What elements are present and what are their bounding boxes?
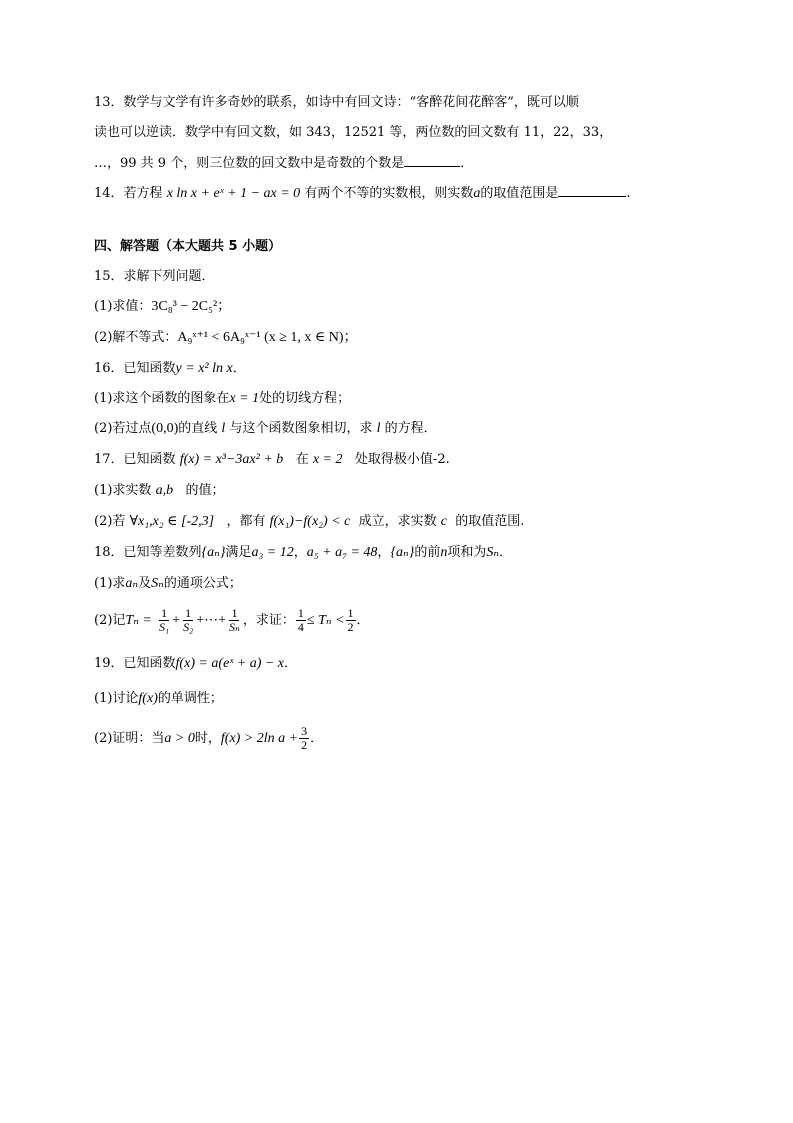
q16-p2-b: 的直线 — [178, 421, 218, 436]
q18-title-a: 18．已知等差数列 — [94, 545, 202, 560]
q19-frac — [299, 725, 309, 752]
q18-frac-2 — [181, 607, 195, 634]
q18-quarter-den: 4 — [297, 620, 304, 634]
q19-frac-den: 2 — [301, 738, 308, 752]
q17-title-prefix: 17．已知函数 — [94, 452, 176, 467]
q13-text-3: …，99 共 9 个，则三位数的回文数中是奇数的个数是 — [94, 156, 405, 171]
q15-p2-expr: A₉ˣ⁺¹ < 6A₉ˣ⁻¹ (x ≥ 1, x ∈ N)； — [177, 330, 358, 345]
q13-line3 — [94, 154, 473, 173]
q14-answer-blank[interactable] — [558, 184, 626, 197]
q13-line1 — [94, 94, 579, 112]
q15-p1-expr: 3C₈³ − 2C₅²； — [151, 299, 232, 314]
q16-title-prefix: 16．已知函数 — [94, 361, 176, 376]
q17-title-x: x = 2 — [312, 452, 343, 467]
q17-p1-a: (1)求实数 — [94, 483, 152, 498]
q18-comma: ， — [293, 545, 307, 560]
q14-line — [94, 184, 631, 203]
q17-part1 — [94, 482, 224, 500]
q18-cond2: a₅ + a₇ = 48 — [306, 545, 378, 560]
q19-frac-num: 3 — [301, 724, 308, 738]
q18-half-den: 2 — [347, 620, 354, 634]
q14-suffix: 的取值范围是 — [480, 186, 559, 201]
q16-p2-d: 的方程． — [384, 421, 437, 436]
q13-end: ． — [460, 156, 474, 171]
q14-prefix: 14．若方程 — [94, 186, 163, 201]
q18-p1-c: 的通项公式； — [163, 576, 242, 591]
q19-part1 — [94, 690, 223, 708]
q18-p1-sn: Sₙ — [151, 576, 164, 591]
q18-frac-1 — [157, 607, 171, 634]
q19-p1-expr: f(x) — [138, 691, 158, 706]
q19-title — [94, 655, 297, 673]
q16-p1-a: (1)求这个函数的图象在 — [94, 391, 230, 406]
q19-p2-cond: a > 0 — [164, 731, 195, 746]
q17-p2-var: c — [440, 514, 448, 529]
q18-title-end: ． — [499, 545, 513, 560]
q14-end: . — [626, 186, 631, 201]
q18-frac-quarter — [296, 607, 306, 634]
q16-part2 — [94, 420, 437, 438]
q17-p1-vars: a,b — [155, 483, 174, 498]
q14-var-a: a — [473, 186, 481, 201]
q19-p1-b: 的单调性； — [157, 691, 223, 706]
q15-p1-label: (1)求值： — [94, 299, 152, 314]
q18-frac2-num: 1 — [185, 606, 192, 620]
q15-part1 — [94, 298, 231, 316]
q18-cond1: a₃ = 12 — [251, 545, 294, 560]
q19-p2-b: 时， — [194, 731, 221, 746]
q17-title — [94, 451, 450, 469]
q16-title — [94, 360, 246, 378]
q18-p2-mid: ≤ Tₙ < — [306, 613, 345, 628]
q18-frac2-den: S₂ — [183, 620, 194, 634]
q17-p2-b: ，都有 — [226, 514, 266, 529]
q18-quarter-num: 1 — [297, 606, 304, 620]
section-title — [94, 238, 281, 256]
q17-p2-cond: ∀x₁,x₂ ∈ [-2,3] — [129, 514, 215, 529]
q16-p1-expr: x = 1 — [229, 391, 260, 406]
q18-seq2: {aₙ} — [390, 545, 415, 560]
q18-title-b: 满足 — [225, 545, 252, 560]
q18-title — [94, 544, 512, 562]
q18-frac3-num: 1 — [231, 606, 238, 620]
q19-title-expr: f(x) = a(eˣ + a) − x — [175, 656, 285, 671]
q18-p1-b: 及 — [138, 576, 152, 591]
q17-p2-c: 成立，求实数 — [358, 514, 437, 529]
q18-p2-end: ． — [356, 613, 370, 628]
q19-part2 — [94, 724, 323, 754]
q16-p1-b: 处的切线方程； — [259, 391, 351, 406]
q18-p2-b: ，求证： — [242, 613, 295, 628]
q19-p2-end: ． — [310, 731, 324, 746]
q18-part2 — [94, 606, 370, 636]
q17-p2-a: (2)若 — [94, 514, 126, 529]
q18-frac-3 — [227, 607, 242, 634]
q14-equation: x ln x + eˣ + 1 − ax = 0 — [166, 186, 301, 201]
q18-p1-an: aₙ — [125, 576, 139, 591]
q15-p2-label: (2)解不等式： — [94, 330, 178, 345]
q13-text-2: 读也可以逆读．数学中有回文数，如 343，12521 等，两位数的回文数有 11，22，33， — [94, 125, 613, 140]
q19-p2-a: (2)证明：当 — [94, 731, 165, 746]
q13-answer-blank[interactable] — [404, 154, 460, 167]
q17-title-expr: f(x) = x³−3ax² + b — [179, 452, 284, 467]
q18-frac-half — [346, 607, 356, 634]
q16-part1 — [94, 390, 350, 408]
q18-seq: {aₙ} — [201, 545, 226, 560]
q18-n: n — [440, 545, 448, 560]
section4-title: 四、解答题（本大题共 5 小题） — [94, 239, 282, 254]
q16-p2-point: (0,0) — [151, 421, 179, 436]
q15-title-text: 15．求解下列问题． — [94, 269, 215, 284]
q18-plus: + — [172, 613, 181, 628]
q15-part2 — [94, 329, 358, 347]
q18-title-e: 项和为 — [447, 545, 487, 560]
q19-title-a: 19．已知函数 — [94, 656, 176, 671]
q14-middle: 有两个不等的实数根，则实数 — [304, 186, 474, 201]
q18-p2-tn: Tₙ = — [125, 613, 152, 628]
q16-p2-l: l — [221, 421, 226, 436]
q18-p1-a: (1)求 — [94, 576, 126, 591]
q13-line2 — [94, 124, 612, 142]
q15-title — [94, 268, 215, 286]
q16-title-expr: y = x² ln x — [175, 361, 233, 376]
q19-p1-a: (1)讨论 — [94, 691, 139, 706]
q17-part2 — [94, 513, 524, 531]
q18-half-num: 1 — [347, 606, 354, 620]
q19-title-end: ． — [284, 656, 298, 671]
q18-p2-a: (2)记 — [94, 613, 126, 628]
q18-dots: +⋯+ — [196, 613, 227, 628]
q17-title-mid: 在 — [295, 452, 309, 467]
q19-p2-expr: f(x) > 2ln a + — [220, 731, 299, 746]
q18-frac1-den: S₁ — [158, 620, 170, 634]
q17-p2-d: 的取值范围. — [455, 514, 525, 529]
q18-title-d: 的前 — [414, 545, 441, 560]
q16-p2-l2: l — [376, 421, 381, 436]
q18-title-c: ， — [377, 545, 391, 560]
q16-title-end: ． — [232, 361, 246, 376]
q17-title-end: 处取得极小值-2. — [354, 452, 450, 467]
q18-sn: Sₙ — [486, 545, 500, 560]
q16-p2-a: (2)若过点 — [94, 421, 152, 436]
q18-frac1-num: 1 — [161, 606, 168, 620]
q18-part1 — [94, 575, 242, 593]
q16-p2-c: 与这个函数图象相切，求 — [229, 421, 373, 436]
q17-p2-ineq: f(x₁)−f(x₂) < c — [269, 514, 351, 529]
q17-p1-b: 的值； — [185, 483, 225, 498]
q18-frac3-den: Sₙ — [229, 620, 240, 634]
q13-text-1: 13．数学与文学有许多奇妙的联系，如诗中有回文诗：“客醉花间花醉客”，既可以顺 — [94, 95, 579, 110]
